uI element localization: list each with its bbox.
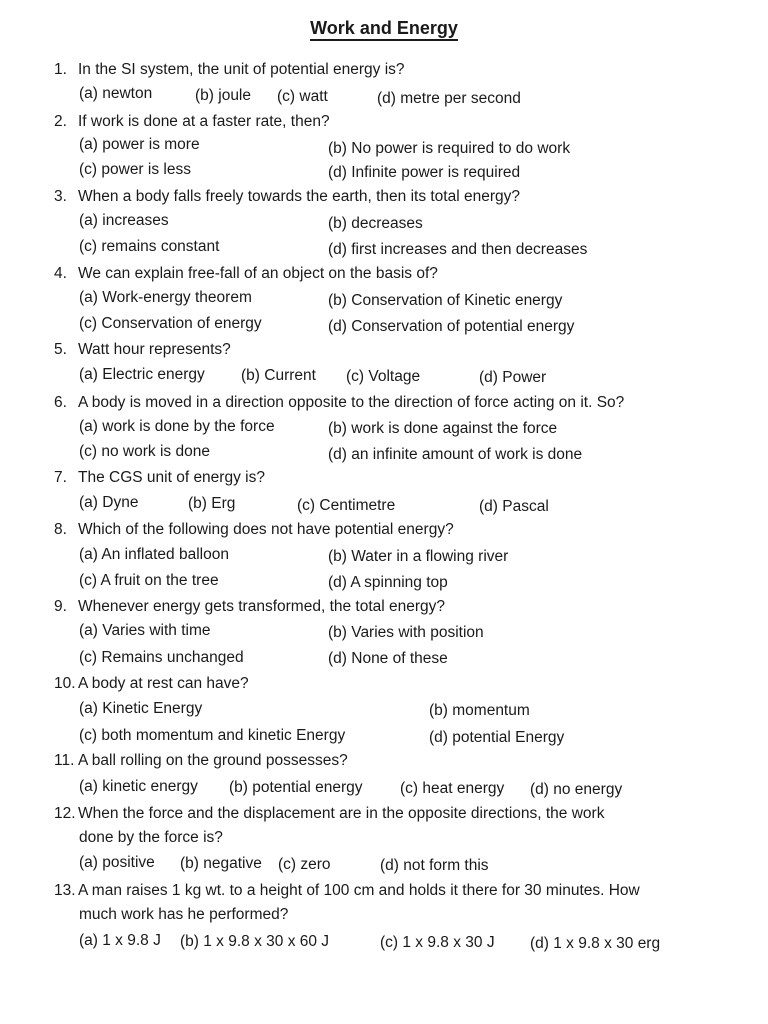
q5-option-b: (b) Current [241, 367, 316, 384]
q2-option-c: (c) power is less [79, 161, 191, 178]
q2-option-a: (a) power is more [79, 136, 200, 153]
q10-option-c: (c) both momentum and kinetic Energy [79, 727, 346, 744]
q4-option-a: (a) Work-energy theorem [79, 289, 252, 306]
question-8: 8. Which of the following does not have potential energy? [54, 521, 454, 538]
q11-option-a: (a) kinetic energy [79, 778, 198, 795]
q5-option-a: (a) Electric energy [79, 366, 205, 383]
q1-option-d: (d) metre per second [377, 90, 521, 107]
q12-option-a: (a) positive [79, 854, 155, 871]
question-2: 2. If work is done at a faster rate, then? [54, 113, 330, 130]
q10-option-d: (d) potential Energy [429, 729, 565, 746]
question-1: 1. In the SI system, the unit of potential energy is? [54, 61, 405, 78]
q7-option-a: (a) Dyne [79, 494, 139, 511]
page-title [0, 18, 768, 39]
q6-option-c: (c) no work is done [79, 443, 210, 460]
q13-option-b: (b) 1 x 9.8 x 30 x 60 J [180, 933, 330, 950]
q3-option-a: (a) increases [79, 212, 169, 229]
q5-option-d: (d) Power [479, 369, 547, 386]
question-11: 11. A ball rolling on the ground possesses? [54, 752, 348, 769]
q1-option-c: (c) watt [277, 88, 328, 105]
q11-option-b: (b) potential energy [229, 779, 363, 796]
q12-option-c: (c) zero [278, 856, 331, 873]
q7-option-d: (d) Pascal [479, 498, 549, 515]
question-5: 5. Watt hour represents? [54, 341, 231, 358]
q10-option-a: (a) Kinetic Energy [79, 700, 203, 717]
q13-option-c: (c) 1 x 9.8 x 30 J [380, 934, 495, 951]
q13-option-a: (a) 1 x 9.8 J [79, 932, 161, 949]
q4-option-b: (b) Conservation of Kinetic energy [328, 292, 563, 309]
q8-option-b: (b) Water in a flowing river [328, 548, 509, 565]
question-3: 3. When a body falls freely towards the earth, then its total energy? [54, 188, 520, 205]
q2-option-b: (b) No power is required to do work [328, 140, 571, 157]
question-12: 12. When the force and the displacement are in the opposite directions, the work [54, 805, 605, 822]
q8-option-c: (c) A fruit on the tree [79, 572, 219, 589]
q5-option-c: (c) Voltage [346, 368, 421, 385]
q11-option-c: (c) heat energy [400, 780, 505, 797]
q8-option-d: (d) A spinning top [328, 574, 448, 591]
page-title-text: Work and Energy [310, 18, 458, 41]
question-12-continuation: done by the force is? [79, 829, 223, 846]
question-13-continuation: much work has he performed? [79, 906, 289, 923]
q6-option-a: (a) work is done by the force [79, 418, 275, 435]
question-4: 4. We can explain free-fall of an object on the basis of? [54, 265, 438, 282]
q4-option-c: (c) Conservation of energy [79, 315, 262, 332]
question-10: 10. A body at rest can have? [54, 675, 249, 692]
q11-option-d: (d) no energy [530, 781, 623, 798]
q4-option-d: (d) Conservation of potential energy [328, 318, 575, 335]
q9-option-b: (b) Varies with position [328, 624, 484, 641]
q3-option-c: (c) remains constant [79, 238, 220, 255]
q10-option-b: (b) momentum [429, 702, 530, 719]
q9-option-c: (c) Remains unchanged [79, 649, 244, 666]
q6-option-b: (b) work is done against the force [328, 420, 558, 437]
q2-option-d: (d) Infinite power is required [328, 164, 521, 181]
q1-option-b: (b) joule [195, 87, 251, 104]
q9-option-a: (a) Varies with time [79, 622, 211, 639]
question-7: 7. The CGS unit of energy is? [54, 469, 265, 486]
q6-option-d: (d) an infinite amount of work is done [328, 446, 583, 463]
q7-option-b: (b) Erg [188, 495, 236, 512]
q9-option-d: (d) None of these [328, 650, 448, 667]
q3-option-d: (d) first increases and then decreases [328, 241, 588, 258]
q12-option-b: (b) negative [180, 855, 262, 872]
q12-option-d: (d) not form this [380, 857, 489, 874]
q3-option-b: (b) decreases [328, 215, 423, 232]
question-13: 13. A man raises 1 kg wt. to a height of 100 cm and holds it there for 30 minutes. How [54, 882, 640, 899]
q13-option-d: (d) 1 x 9.8 x 30 erg [530, 935, 661, 952]
question-6: 6. A body is moved in a direction opposite to the direction of force acting on it. So? [54, 394, 625, 411]
q8-option-a: (a) An inflated balloon [79, 546, 229, 563]
q1-option-a: (a) newton [79, 85, 153, 102]
q7-option-c: (c) Centimetre [297, 497, 396, 514]
question-9: 9. Whenever energy gets transformed, the total energy? [54, 598, 446, 615]
